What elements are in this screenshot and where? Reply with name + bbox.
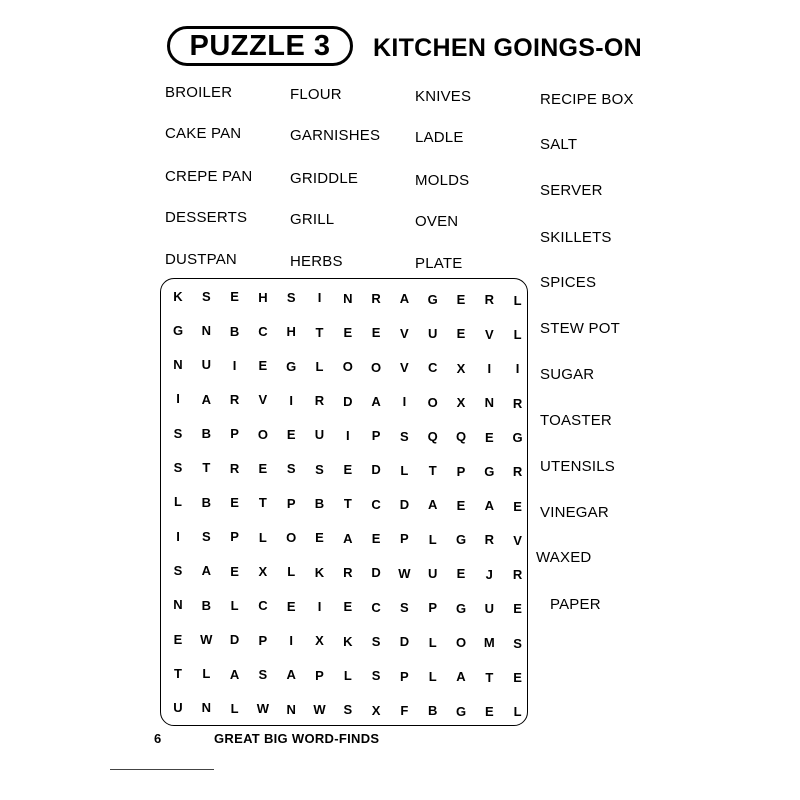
grid-letter: N <box>173 597 183 613</box>
grid-letter: A <box>229 666 240 682</box>
grid-letter: D <box>229 632 240 648</box>
puzzle-number-badge <box>167 26 353 66</box>
grid-letter: L <box>315 358 324 374</box>
grid-letter: A <box>201 563 211 579</box>
grid-letter: C <box>427 360 438 376</box>
grid-letter: A <box>456 669 466 685</box>
grid-letter: C <box>258 323 268 339</box>
grid-letter: R <box>512 464 523 480</box>
grid-letter: T <box>174 665 182 681</box>
grid-letter: U <box>201 357 211 373</box>
grid-letter: L <box>230 700 239 716</box>
word-list-item: CAKE PAN <box>165 125 242 142</box>
grid-letter: A <box>286 667 296 683</box>
grid-letter: E <box>315 530 324 546</box>
grid-letter: X <box>315 633 324 649</box>
grid-letter: L <box>343 667 352 683</box>
grid-letter: R <box>371 290 381 306</box>
grid-letter: A <box>201 391 211 407</box>
grid-letter: D <box>343 393 353 409</box>
grid-letter: P <box>315 667 324 683</box>
grid-letter: S <box>343 702 353 718</box>
grid-letter: V <box>513 532 522 548</box>
grid-letter: E <box>456 326 466 342</box>
word-list-item: CREPE PAN <box>165 168 253 185</box>
grid-letter: P <box>400 531 409 547</box>
grid-letter: V <box>258 392 268 408</box>
grid-letter: S <box>286 289 296 305</box>
grid-letter: V <box>400 359 409 375</box>
grid-letter: W <box>256 701 270 717</box>
grid-letter: W <box>313 701 326 717</box>
grid-letter: B <box>427 703 438 719</box>
grid-letter: L <box>258 529 267 545</box>
grid-letter: D <box>371 565 381 581</box>
grid-letter: R <box>484 292 494 308</box>
grid-letter: L <box>428 531 437 547</box>
grid-letter: O <box>455 635 467 650</box>
grid-letter: L <box>513 704 522 720</box>
grid-letter: S <box>513 635 522 651</box>
footer-rule <box>110 769 214 770</box>
grid-letter: E <box>513 670 522 685</box>
grid-letter: U <box>484 601 494 617</box>
grid-letter: N <box>201 323 211 339</box>
grid-letter: I <box>317 598 322 614</box>
grid-letter: P <box>371 428 381 444</box>
grid-letter: C <box>258 598 268 614</box>
grid-letter: T <box>258 495 267 511</box>
grid-letter: G <box>455 703 467 719</box>
grid-letter: G <box>455 600 467 616</box>
grid-letter: S <box>400 600 409 615</box>
grid-letter: E <box>258 358 268 374</box>
grid-letter: F <box>400 702 409 718</box>
grid-letter: P <box>230 426 239 442</box>
grid-letter: O <box>286 530 297 545</box>
grid-letter: N <box>201 700 211 716</box>
grid-letter: W <box>200 631 213 647</box>
grid-letter: E <box>258 461 268 477</box>
grid-letter: V <box>400 325 409 341</box>
grid-letter: M <box>483 635 495 651</box>
word-list-item: FLOUR <box>290 86 342 103</box>
grid-letter: B <box>201 597 211 613</box>
grid-letter: K <box>314 564 325 580</box>
grid-letter: D <box>399 497 410 513</box>
grid-letter: L <box>513 292 522 308</box>
word-list-item: BROILER <box>165 84 233 101</box>
grid-letter: U <box>173 700 183 716</box>
word-list-item: WAXED <box>536 549 592 566</box>
word-list-item: SERVER <box>540 182 603 199</box>
grid-letter: E <box>484 429 494 445</box>
grid-letter: L <box>202 666 211 682</box>
grid-letter: P <box>286 495 296 511</box>
grid-letter: L <box>287 564 296 580</box>
word-list-item: VINEGAR <box>540 504 609 521</box>
word-list-item: DUSTPAN <box>165 251 237 268</box>
word-list-item: HERBS <box>290 253 343 270</box>
word-list-item: LADLE <box>415 129 464 146</box>
grid-letter: E <box>343 324 353 340</box>
grid-letter: P <box>456 463 466 479</box>
grid-letter: G <box>512 429 523 445</box>
grid-letter: Q <box>455 429 467 445</box>
grid-letter: X <box>371 702 381 718</box>
grid-letter: R <box>512 395 523 411</box>
grid-letter: L <box>400 462 409 478</box>
grid-letter: S <box>371 633 381 649</box>
grid-letter: E <box>230 495 239 510</box>
grid-letter: R <box>229 392 240 408</box>
word-list-item: RECIPE BOX <box>540 91 634 108</box>
grid-letter: E <box>286 598 296 614</box>
grid-letter: S <box>286 461 296 477</box>
grid-letter: I <box>176 391 180 407</box>
grid-letter: E <box>456 497 466 513</box>
grid-letter: N <box>173 357 183 373</box>
grid-letter: W <box>398 565 411 581</box>
grid-letter: E <box>371 531 381 547</box>
grid-letter: G <box>172 322 184 338</box>
grid-letter: K <box>343 633 353 649</box>
grid-letter: E <box>456 292 466 307</box>
grid-letter: E <box>230 563 239 579</box>
grid-letter: D <box>371 462 381 478</box>
grid-letter: E <box>513 601 522 617</box>
grid-letter: U <box>427 325 438 341</box>
word-list-item: KNIVES <box>415 88 472 105</box>
book-title: GREAT BIG WORD-FINDS <box>214 731 380 746</box>
grid-letter: R <box>343 565 353 580</box>
grid-letter: A <box>427 497 438 513</box>
word-list-item: PAPER <box>550 596 601 613</box>
grid-letter: I <box>402 394 407 410</box>
grid-letter: H <box>258 289 268 305</box>
grid-letter: K <box>173 288 183 304</box>
grid-letter: E <box>456 566 466 582</box>
word-list-item: SKILLETS <box>540 229 612 246</box>
grid-letter: E <box>343 599 353 615</box>
grid-letter: J <box>485 566 493 582</box>
grid-letter: E <box>371 325 381 341</box>
grid-letter: G <box>427 291 438 307</box>
word-list-item: SALT <box>540 136 578 153</box>
grid-letter: C <box>371 599 381 615</box>
grid-letter: T <box>202 460 211 476</box>
grid-letter: B <box>314 496 325 512</box>
grid-letter: P <box>258 632 268 648</box>
grid-letter: S <box>173 425 183 441</box>
puzzle-title: KITCHEN GOINGS-ON <box>373 34 642 62</box>
word-list-item: GRILL <box>290 211 335 228</box>
grid-letter: L <box>428 668 437 684</box>
word-list-item: SUGAR <box>540 366 595 383</box>
word-list-item: GARNISHES <box>290 127 381 144</box>
grid-letter: E <box>343 462 353 478</box>
grid-letter: Q <box>427 428 438 444</box>
grid-letter: R <box>512 567 523 583</box>
grid-letter: P <box>428 600 438 616</box>
word-list-item: PLATE <box>415 255 463 272</box>
grid-letter: R <box>229 460 240 476</box>
grid-letter: I <box>289 392 293 408</box>
grid-letter: U <box>314 427 325 443</box>
grid-letter: X <box>258 563 268 579</box>
grid-letter: X <box>456 360 466 376</box>
grid-letter: N <box>484 395 494 411</box>
grid-letter: B <box>201 494 211 510</box>
grid-letter: I <box>317 290 322 306</box>
grid-letter: T <box>428 463 437 479</box>
puzzle-number-label: PUZZLE 3 <box>189 29 331 62</box>
grid-letter: E <box>513 498 522 514</box>
grid-letter: G <box>286 358 297 374</box>
grid-letter: D <box>399 634 410 650</box>
grid-letter: I <box>345 427 350 443</box>
grid-letter: R <box>314 393 325 409</box>
grid-letter: I <box>515 361 520 377</box>
word-list-item: OVEN <box>415 213 459 230</box>
page-number: 6 <box>154 731 162 746</box>
grid-letter: I <box>232 357 237 373</box>
grid-letter: G <box>455 532 467 548</box>
grid-letter: S <box>315 461 324 477</box>
word-list-item: UTENSILS <box>540 458 615 475</box>
grid-letter: S <box>258 666 268 682</box>
grid-letter: B <box>201 426 211 442</box>
grid-letter: H <box>286 324 296 340</box>
grid-letter: S <box>201 288 211 304</box>
grid-letter: I <box>289 632 293 648</box>
grid-letter: S <box>201 528 211 544</box>
grid-letter: E <box>286 427 296 443</box>
grid-letter: X <box>456 394 466 410</box>
grid-letter: B <box>229 323 240 339</box>
grid-letter: N <box>286 701 296 717</box>
grid-letter: A <box>343 530 353 546</box>
grid-letter: P <box>230 529 239 545</box>
grid-letter: A <box>399 291 410 307</box>
grid-letter: L <box>428 634 437 650</box>
grid-letter: T <box>343 496 352 512</box>
grid-letter: O <box>371 359 382 375</box>
grid-letter: P <box>400 668 409 684</box>
word-list-item: SPICES <box>540 274 597 291</box>
grid-letter: I <box>487 360 492 376</box>
grid-letter: E <box>230 289 239 305</box>
grid-letter: L <box>230 597 239 613</box>
grid-letter: A <box>484 498 494 514</box>
grid-letter: U <box>427 566 438 582</box>
grid-letter: E <box>173 631 183 647</box>
grid-letter: A <box>371 393 381 409</box>
grid-letter: C <box>371 496 381 512</box>
grid-letter: O <box>427 394 438 410</box>
grid-letter: R <box>484 532 494 548</box>
word-list-item: STEW POT <box>540 320 620 337</box>
grid-letter: S <box>371 668 381 684</box>
word-list-item: MOLDS <box>415 172 470 189</box>
grid-letter: I <box>176 528 180 544</box>
grid-letter: S <box>173 460 183 475</box>
word-list-item: GRIDDLE <box>290 170 359 187</box>
grid-letter: T <box>485 669 494 685</box>
word-list-item: DESSERTS <box>165 209 248 226</box>
grid-letter: V <box>484 326 494 342</box>
grid-letter: T <box>315 324 324 340</box>
grid-letter: O <box>342 359 353 375</box>
grid-letter: E <box>484 703 494 719</box>
grid-letter: N <box>343 290 353 306</box>
grid-letter: S <box>173 562 183 578</box>
grid-letter: G <box>484 463 495 479</box>
grid-letter: O <box>257 426 268 442</box>
grid-letter: L <box>513 327 522 342</box>
grid-letter: L <box>174 494 182 510</box>
grid-letter: S <box>400 428 409 444</box>
word-list-item: TOASTER <box>540 412 612 429</box>
